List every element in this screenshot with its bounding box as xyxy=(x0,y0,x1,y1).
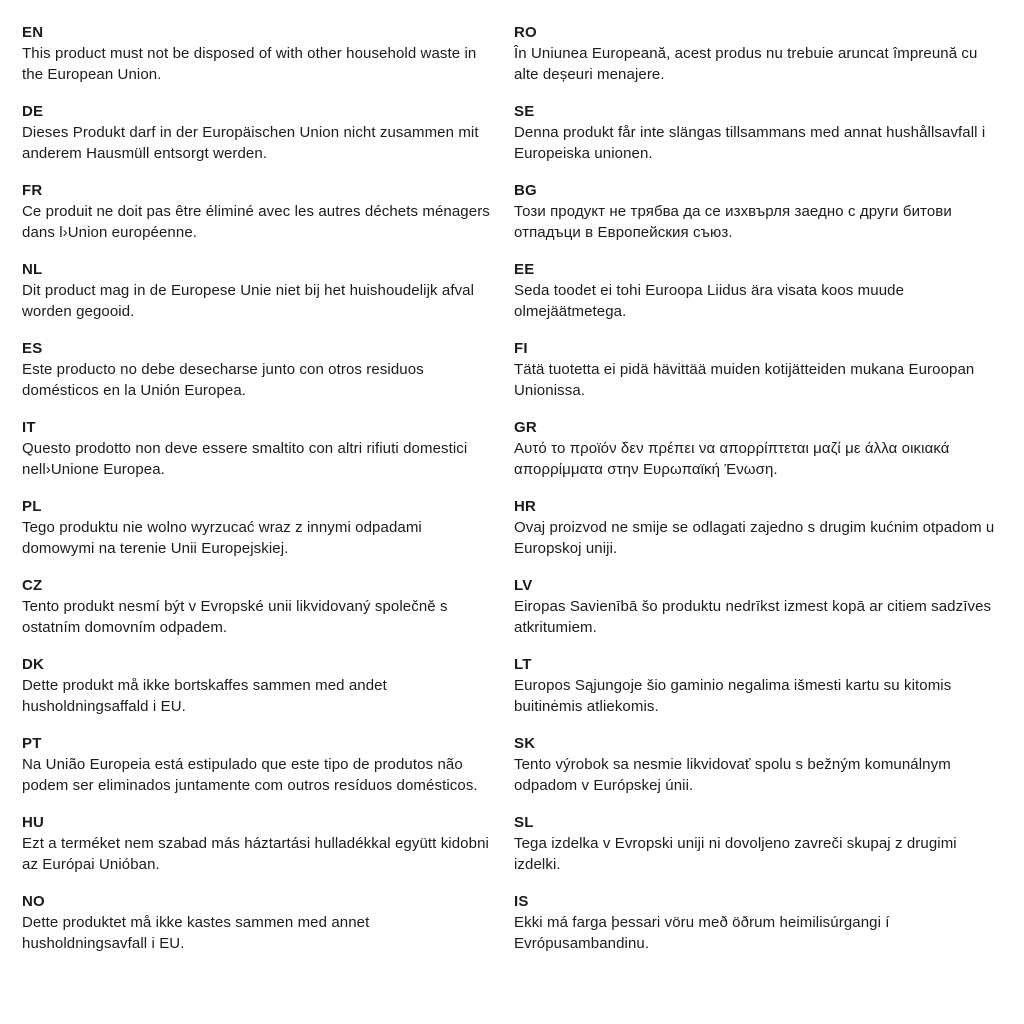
language-text: Dette produkt må ikke bortskaffes sammen med andet husholdningsaffald i EU. xyxy=(22,677,387,715)
language-block-sk xyxy=(514,733,1004,796)
language-block-ee xyxy=(514,259,1004,322)
language-code: BG xyxy=(514,182,537,199)
language-text: Dieses Produkt darf in der Europäischen Union nicht zusammen mit anderem Hausmüll entsorgt werden. xyxy=(22,124,479,162)
language-block-pt xyxy=(22,733,492,796)
language-block-es xyxy=(22,338,492,401)
language-text: Ovaj proizvod ne smije se odlagati zajedno s drugim kućnim otpadom u Europskoj uniji. xyxy=(514,519,995,557)
language-block-se xyxy=(514,101,1004,164)
language-code: GR xyxy=(514,419,537,436)
language-text: Ekki má farga þessari vöru með öðrum heimilisúrgangi í Evrópusambandinu. xyxy=(514,914,890,952)
language-text: Tätä tuotetta ei pidä hävittää muiden kotijätteiden mukana Euroopan Unionissa. xyxy=(514,361,975,399)
language-text: Tego produktu nie wolno wyrzucać wraz z innymi odpadami domowymi na terenie Unii Europejskiej. xyxy=(22,519,422,557)
language-block-pl xyxy=(22,496,492,559)
language-text: Questo prodotto non deve essere smaltito con altri rifiuti domestici nell›Unione Europea. xyxy=(22,440,468,478)
language-block-ro xyxy=(514,22,1004,85)
language-text: În Uniunea Europeană, acest produs nu trebuie aruncat împreună cu alte deșeuri menajere. xyxy=(514,45,978,83)
language-block-en xyxy=(22,22,492,85)
language-text: Tento produkt nesmí být v Evropské unii likvidovaný společně s ostatním domovním odpadem. xyxy=(22,598,448,636)
language-code: EE xyxy=(514,261,535,278)
language-block-is xyxy=(514,891,1004,954)
language-code: LT xyxy=(514,656,532,673)
language-text: Na União Europeia está estipulado que este tipo de produtos não podem ser eliminados juntamente com outros resíduos domésticos. xyxy=(22,756,478,794)
language-text: Tega izdelka v Evropski uniji ni dovoljeno zavreči skupaj z drugimi izdelki. xyxy=(514,835,957,873)
language-code: SE xyxy=(514,103,535,120)
language-text: Ce produit ne doit pas être éliminé avec les autres déchets ménagers dans l›Union européenne. xyxy=(22,203,490,241)
language-code: IS xyxy=(514,893,529,910)
language-block-bg xyxy=(514,180,1004,243)
language-code: EN xyxy=(22,24,44,41)
language-text: Europos Sąjungoje šio gaminio negalima išmesti kartu su kitomis buitinėmis atliekomis. xyxy=(514,677,952,715)
language-block-de xyxy=(22,101,492,164)
language-block-fi xyxy=(514,338,1004,401)
language-block-nl xyxy=(22,259,492,322)
language-code: CZ xyxy=(22,577,43,594)
language-code: SL xyxy=(514,814,534,831)
language-text: Este producto no debe desecharse junto con otros residuos domésticos en la Unión Europea. xyxy=(22,361,424,399)
language-code: NL xyxy=(22,261,43,278)
language-text: Dit product mag in de Europese Unie niet bij het huishoudelijk afval worden gegooid. xyxy=(22,282,475,320)
language-text: Eiropas Savienībā šo produktu nedrīkst izmest kopā ar citiem sadzīves atkritumiem. xyxy=(514,598,992,636)
language-text: Ezt a terméket nem szabad más háztartási hulladékkal együtt kidobni az Európai Unióban. xyxy=(22,835,489,873)
right-column xyxy=(514,22,1004,970)
language-text: Dette produktet må ikke kastes sammen med annet husholdningsavfall i EU. xyxy=(22,914,370,952)
language-code: NO xyxy=(22,893,45,910)
language-block-fr xyxy=(22,180,492,243)
language-block-hu xyxy=(22,812,492,875)
left-column xyxy=(22,22,492,970)
language-code: HR xyxy=(514,498,537,515)
language-text: Αυτό το προϊόν δεν πρέπει να απορρίπτεται μαζί με άλλα οικιακά απορρίμματα στην Ευρωπαϊκή Ένωση. xyxy=(514,440,950,478)
language-code: PL xyxy=(22,498,42,515)
language-code: LV xyxy=(514,577,533,594)
language-text: Този продукт не трябва да се изхвърля заедно с други битови отпадъци в Европейския съюз. xyxy=(514,203,952,241)
language-code: FI xyxy=(514,340,528,357)
language-text: This product must not be disposed of with other household waste in the European Union. xyxy=(22,45,477,83)
language-block-gr xyxy=(514,417,1004,480)
language-block-dk xyxy=(22,654,492,717)
language-code: IT xyxy=(22,419,36,436)
language-code: DE xyxy=(22,103,44,120)
language-block-cz xyxy=(22,575,492,638)
language-text: Denna produkt får inte slängas tillsammans med annat hushållsavfall i Europeiska unionen. xyxy=(514,124,986,162)
language-text: Tento výrobok sa nesmie likvidovať spolu s bežným komunálnym odpadom v Európskej únii. xyxy=(514,756,951,794)
language-block-hr xyxy=(514,496,1004,559)
language-text: Seda toodet ei tohi Euroopa Liidus ära visata koos muude olmejäätmetega. xyxy=(514,282,905,320)
language-code: ES xyxy=(22,340,43,357)
language-code: HU xyxy=(22,814,45,831)
language-code: RO xyxy=(514,24,537,41)
language-code: FR xyxy=(22,182,43,199)
language-block-it xyxy=(22,417,492,480)
language-block-lt xyxy=(514,654,1004,717)
language-block-lv xyxy=(514,575,1004,638)
language-block-no xyxy=(22,891,492,954)
language-code: DK xyxy=(22,656,45,673)
language-block-sl xyxy=(514,812,1004,875)
language-code: PT xyxy=(22,735,42,752)
language-code: SK xyxy=(514,735,536,752)
